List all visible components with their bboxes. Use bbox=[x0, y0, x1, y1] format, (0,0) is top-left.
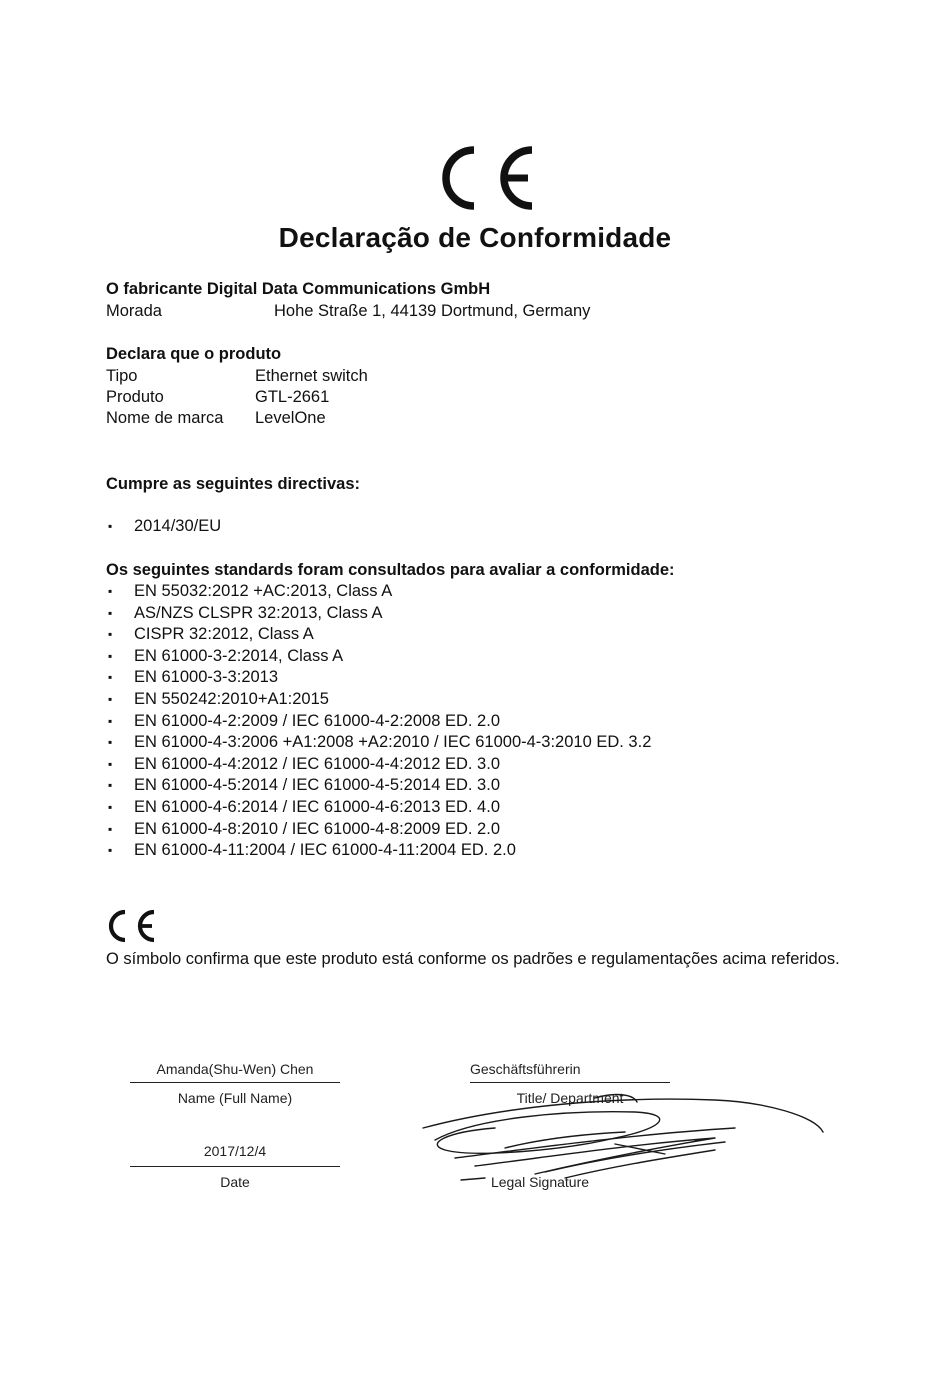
standard-item: ▪ EN 61000-4-11:2004 / IEC 61000-4-11:2004 ED. 2.0 bbox=[106, 840, 651, 862]
standard-item: ▪ EN 61000-4-3:2006 +A1:2008 +A2:2010 / IEC 61000-4-3:2010 ED. 3.2 bbox=[106, 732, 651, 754]
product-field-value: Ethernet switch bbox=[255, 367, 368, 385]
signing-date: 2017/12/4 bbox=[203, 1143, 267, 1159]
standard-item: ▪ EN 61000-4-5:2014 / IEC 61000-4-5:2014 ED. 3.0 bbox=[106, 775, 651, 797]
name-label: Name (Full Name) bbox=[177, 1090, 293, 1106]
title-label: Title/ Department bbox=[516, 1090, 624, 1106]
address-row bbox=[106, 301, 590, 322]
product-field-value: LevelOne bbox=[255, 409, 326, 427]
product-field-label: Nome de marca bbox=[106, 409, 224, 427]
directives-list bbox=[106, 516, 221, 538]
product-field-row bbox=[106, 408, 326, 429]
name-divider bbox=[130, 1082, 340, 1083]
product-field-label: Produto bbox=[106, 388, 164, 406]
standard-item: ▪ EN 55032:2012 +AC:2013, Class A bbox=[106, 581, 651, 603]
manufacturer-label: O fabricante bbox=[106, 280, 203, 298]
handwritten-signature bbox=[415, 1088, 830, 1198]
product-field-row bbox=[106, 366, 368, 387]
ce-mark-icon bbox=[438, 142, 536, 214]
ce-mark-icon bbox=[106, 908, 158, 944]
standards-list bbox=[106, 581, 651, 862]
standard-item: ▪ EN 550242:2010+A1:2015 bbox=[106, 689, 651, 711]
standard-item: ▪ EN 61000-4-2:2009 / IEC 61000-4-2:2008 ED. 2.0 bbox=[106, 711, 651, 733]
address-value: Hohe Straße 1, 44139 Dortmund, Germany bbox=[274, 302, 591, 320]
standard-item: ▪ EN 61000-3-2:2014, Class A bbox=[106, 646, 651, 668]
standard-item: ▪ EN 61000-4-8:2010 / IEC 61000-4-8:2009 ED. 2.0 bbox=[106, 819, 651, 841]
standard-item: ▪ EN 61000-4-4:2012 / IEC 61000-4-4:2012 ED. 3.0 bbox=[106, 754, 651, 776]
signatory-title: Geschäftsführerin bbox=[470, 1061, 581, 1077]
product-heading: Declara que o produto bbox=[106, 345, 282, 363]
directive-item: ▪ 2014/30/EU bbox=[106, 516, 221, 538]
standard-item: ▪ EN 61000-3-3:2013 bbox=[106, 667, 651, 689]
document-title: Declaração de Conformidade bbox=[278, 222, 672, 253]
standard-item: ▪ EN 61000-4-6:2014 / IEC 61000-4-6:2013 ED. 4.0 bbox=[106, 797, 651, 819]
standard-item: ▪ AS/NZS CLSPR 32:2013, Class A bbox=[106, 603, 651, 625]
address-label: Morada bbox=[106, 302, 162, 320]
ce-statement: O símbolo confirma que este produto está conforme os padrões e regulamentações acima referidos. bbox=[106, 950, 840, 968]
date-label: Date bbox=[220, 1174, 250, 1190]
manufacturer-row bbox=[106, 279, 490, 300]
standard-item: ▪ CISPR 32:2012, Class A bbox=[106, 624, 651, 646]
date-divider bbox=[130, 1166, 340, 1167]
manufacturer-name: Digital Data Communications GmbH bbox=[206, 280, 491, 298]
product-field-label: Tipo bbox=[106, 367, 138, 385]
product-field-value: GTL-2661 bbox=[255, 388, 330, 406]
title-divider bbox=[470, 1082, 670, 1083]
product-field-row bbox=[106, 387, 329, 408]
signature-label: Legal Signature bbox=[490, 1174, 590, 1190]
directives-heading: Cumpre as seguintes directivas: bbox=[106, 475, 361, 493]
standards-heading: Os seguintes standards foram consultados para avaliar a conformidade: bbox=[106, 561, 675, 579]
signatory-name: Amanda(Shu-Wen) Chen bbox=[156, 1061, 314, 1077]
